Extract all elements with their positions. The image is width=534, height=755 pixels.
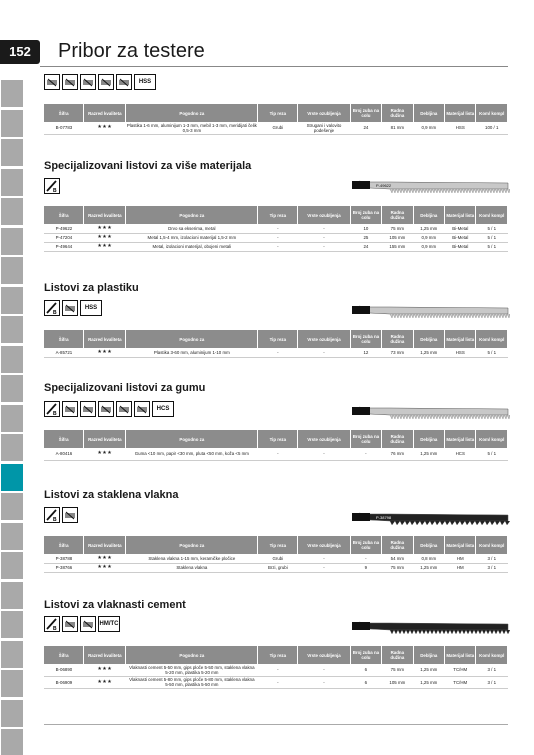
- column-header: Vrste ozubljenja: [298, 104, 350, 122]
- table-cell: TC/HM: [445, 664, 476, 676]
- table-cell: 10: [350, 224, 381, 233]
- table-cell: 12: [350, 348, 381, 357]
- table-cell: Guma <10 mm, papir <30 mm, pluta <50 mm, koža <5 mm: [126, 448, 258, 460]
- table-row: [44, 348, 508, 357]
- sidebar-tab[interactable]: [1, 670, 23, 698]
- sidebar-tab[interactable]: [1, 700, 23, 728]
- table-cell: Grubi: [258, 122, 298, 134]
- sidebar-tab[interactable]: [1, 316, 23, 344]
- spec-icons: [44, 178, 60, 194]
- jigsaw-blade-image: [350, 176, 510, 194]
- column-header: Broj zuba na colu: [350, 646, 381, 664]
- title-rule: [40, 66, 508, 67]
- column-header: Materijal lista: [445, 330, 476, 348]
- table-cell: -: [258, 664, 298, 676]
- table-cell: 75 mm: [382, 664, 413, 676]
- table-cell: -: [258, 224, 298, 233]
- column-header: Šifra: [44, 104, 84, 122]
- material-badge: HSS: [80, 300, 102, 316]
- table-cell: 0,9 mm: [413, 233, 444, 242]
- table-cell: -: [298, 242, 350, 251]
- column-header: Kom/ kompl: [476, 646, 508, 664]
- svg-text:B: B: [53, 411, 57, 416]
- b-shank-icon: [44, 507, 60, 523]
- table-cell: ★★★: [84, 563, 126, 572]
- spec-icons: [44, 300, 102, 316]
- column-header: Vrste ozubljenja: [298, 206, 350, 224]
- table-cell: 5 / 1: [476, 224, 508, 233]
- table-cell: Strugani i valovito podešenje: [298, 122, 350, 134]
- column-header: Pogodno za: [126, 206, 258, 224]
- spec-table: [44, 206, 508, 252]
- b-shank-icon: [44, 178, 60, 194]
- column-header: Tip reza: [258, 104, 298, 122]
- column-header: Tip reza: [258, 430, 298, 448]
- table-row: [44, 664, 508, 676]
- table-row: [44, 676, 508, 688]
- svg-text:B: B: [53, 517, 57, 522]
- column-header: Radna dužina: [382, 206, 413, 224]
- sidebar-tab[interactable]: [1, 405, 23, 433]
- column-header: Razred kvaliteta: [84, 104, 126, 122]
- spec-icons: [44, 74, 156, 90]
- table-cell: -: [298, 233, 350, 242]
- column-header: Razred kvaliteta: [84, 206, 126, 224]
- table-cell: 6: [350, 676, 381, 688]
- table-row: [44, 554, 508, 563]
- sidebar-tab[interactable]: [1, 139, 23, 167]
- jigsaw-blade-image: [350, 301, 510, 319]
- table-cell: ★★★: [84, 664, 126, 676]
- table-row: [44, 563, 508, 572]
- column-header: Tip reza: [258, 206, 298, 224]
- column-header: Debljina: [413, 206, 444, 224]
- column-header: Kom/ kompl: [476, 536, 508, 554]
- column-header: Šifra: [44, 536, 84, 554]
- table-cell: A-80416: [44, 448, 84, 460]
- column-header: Broj zuba na colu: [350, 104, 381, 122]
- svg-text:B: B: [53, 626, 57, 631]
- table-cell: 75 mm: [382, 224, 413, 233]
- table-cell: 73 mm: [382, 348, 413, 357]
- table-cell: 0,9 mm: [413, 242, 444, 251]
- table-row: [44, 224, 508, 233]
- column-header: Materijal lista: [445, 206, 476, 224]
- column-header: Radna dužina: [382, 330, 413, 348]
- column-header: Tip reza: [258, 646, 298, 664]
- tape-icon: [116, 401, 132, 417]
- table-cell: -: [350, 448, 381, 460]
- table-cell: 6: [350, 664, 381, 676]
- table-cell: ★★★: [84, 233, 126, 242]
- cardboard-icon: [134, 401, 150, 417]
- page-number: 152: [0, 40, 40, 64]
- table-cell: 105 mm: [382, 233, 413, 242]
- column-header: Pogodno za: [126, 104, 258, 122]
- sidebar-tab[interactable]: [1, 582, 23, 610]
- svg-text:B: B: [53, 188, 57, 193]
- table-cell: Bi-Metal: [445, 242, 476, 251]
- jigsaw-blade-image: [350, 402, 510, 420]
- material-badge: HSS: [134, 74, 156, 90]
- table-cell: ★★★: [84, 554, 126, 563]
- column-header: Kom/ kompl: [476, 430, 508, 448]
- column-header: Pogodno za: [126, 536, 258, 554]
- curve-cut-icon: [80, 74, 96, 90]
- table-row: [44, 242, 508, 251]
- table-cell: ★★★: [84, 448, 126, 460]
- table-cell: Bi-Metal: [445, 233, 476, 242]
- sidebar-tab[interactable]: [1, 493, 23, 521]
- table-cell: -: [298, 563, 350, 572]
- table-cell: A-85721: [44, 348, 84, 357]
- table-cell: HM: [445, 554, 476, 563]
- table-cell: Grubi: [258, 554, 298, 563]
- column-header: Materijal lista: [445, 536, 476, 554]
- column-header: Materijal lista: [445, 646, 476, 664]
- table-cell: Bi-Metal: [445, 224, 476, 233]
- table-cell: 1,25 mm: [413, 563, 444, 572]
- table-cell: HSS: [445, 348, 476, 357]
- table-cell: 1,25 mm: [413, 448, 444, 460]
- table-cell: 24: [350, 122, 381, 134]
- column-header: Broj zuba na colu: [350, 206, 381, 224]
- table-cell: Drvo sa ekserima, metal: [126, 224, 258, 233]
- table-cell: 3 / 1: [476, 664, 508, 676]
- table-cell: 5 / 1: [476, 348, 508, 357]
- table-cell: -: [258, 676, 298, 688]
- table-cell: HCS: [445, 448, 476, 460]
- section-title: Listovi za staklena vlakna: [44, 489, 179, 501]
- table-cell: 3 / 1: [476, 554, 508, 563]
- table-cell: -: [298, 664, 350, 676]
- plate-icon: [80, 616, 96, 632]
- section-title: Listovi za vlaknasti cement: [44, 599, 186, 611]
- table-cell: Vlaknasti cement 5-50 mm, gips ploče 5-50 mm, staklena vlakna 5-20 mm, plastika 5-20 mm: [126, 664, 258, 676]
- table-cell: 5 / 1: [476, 448, 508, 460]
- table-cell: 3 / 1: [476, 563, 508, 572]
- table-cell: ★★★: [84, 676, 126, 688]
- table-cell: 105 mm: [382, 676, 413, 688]
- table-cell: -: [258, 448, 298, 460]
- sidebar-tab[interactable]: [1, 169, 23, 197]
- material-icon: [116, 74, 132, 90]
- sidebar-tab[interactable]: [1, 375, 23, 403]
- column-header: Pogodno za: [126, 330, 258, 348]
- cement-icon: [62, 616, 78, 632]
- table-cell: 155 mm: [382, 242, 413, 251]
- sidebar-tab[interactable]: [1, 110, 23, 138]
- spec-icons: [44, 401, 174, 417]
- spec-table: [44, 536, 508, 573]
- leather-icon: [98, 401, 114, 417]
- table-cell: -: [298, 448, 350, 460]
- jigsaw-blade-image: [350, 617, 510, 635]
- table-cell: 9: [350, 563, 381, 572]
- column-header: Debljina: [413, 430, 444, 448]
- table-cell: 1,25 mm: [413, 664, 444, 676]
- sidebar-tab[interactable]: [1, 198, 23, 226]
- table-cell: 1,25 mm: [413, 348, 444, 357]
- table-cell: P-38766: [44, 563, 84, 572]
- table-cell: -: [258, 348, 298, 357]
- b-shank-icon: [44, 401, 60, 417]
- column-header: Broj zuba na colu: [350, 430, 381, 448]
- sidebar-tab[interactable]: [1, 287, 23, 315]
- column-header: Debljina: [413, 646, 444, 664]
- column-header: Šifra: [44, 206, 84, 224]
- column-header: Tip reza: [258, 330, 298, 348]
- gear-icon: [98, 74, 114, 90]
- spec-icons: [44, 616, 120, 632]
- column-header: Šifra: [44, 330, 84, 348]
- table-row: [44, 233, 508, 242]
- table-cell: -: [298, 224, 350, 233]
- table-cell: 54 mm: [382, 554, 413, 563]
- jigsaw-blade-image: [350, 508, 510, 526]
- table-cell: 24: [350, 242, 381, 251]
- column-header: Pogodno za: [126, 430, 258, 448]
- column-header: Broj zuba na colu: [350, 536, 381, 554]
- column-header: Radna dužina: [382, 430, 413, 448]
- sidebar-tab[interactable]: [1, 434, 23, 462]
- table-cell: Staklena vlakna 1-15 mm, keramičke pločice: [126, 554, 258, 563]
- table-cell: P-49622: [44, 224, 84, 233]
- table-cell: 5 / 1: [476, 233, 508, 242]
- foam-icon: [80, 401, 96, 417]
- material-badge: HCS: [152, 401, 174, 417]
- clean-cut-icon: [62, 74, 78, 90]
- table-cell: 1,25 mm: [413, 676, 444, 688]
- table-cell: 5 / 1: [476, 242, 508, 251]
- table-cell: 25: [350, 233, 381, 242]
- table-cell: ★★★: [84, 242, 126, 251]
- column-header: Vrste ozubljenja: [298, 646, 350, 664]
- material-badge: HM/TC: [98, 616, 120, 632]
- table-cell: Plastika 1-6 mm, aluminijum 1-3 mm, mebil 1-3 mm, meridijati čelik 0,5-3 mm: [126, 122, 257, 133]
- table-cell: 81 mm: [382, 122, 413, 134]
- column-header: Debljina: [413, 330, 444, 348]
- page-title: Pribor za testere: [58, 40, 205, 62]
- sidebar-tab[interactable]: [1, 228, 23, 256]
- rubber-icon: [62, 401, 78, 417]
- column-header: Tip reza: [258, 536, 298, 554]
- table-row: [44, 122, 508, 134]
- table-cell: Brzi, grubi: [258, 563, 298, 572]
- table-cell: -: [350, 554, 381, 563]
- table-cell: P-49644: [44, 242, 84, 251]
- column-header: Kom/ kompl: [476, 330, 508, 348]
- column-header: Debljina: [413, 536, 444, 554]
- table-cell: -: [298, 554, 350, 563]
- column-header: Razred kvaliteta: [84, 536, 126, 554]
- table-cell: ★★★: [84, 348, 126, 357]
- sidebar-tab[interactable]: [1, 729, 23, 755]
- table-cell: 3 / 1: [476, 676, 508, 688]
- table-cell: 0,9 mm: [413, 122, 444, 134]
- svg-text:B: B: [53, 310, 57, 315]
- column-header: Radna dužina: [382, 536, 413, 554]
- column-header: Kom/ kompl: [476, 206, 508, 224]
- clean-cut-icon: [62, 300, 78, 316]
- sidebar-tab[interactable]: [1, 611, 23, 639]
- section-title: Specijalizovani listovi za gumu: [44, 382, 206, 394]
- table-cell: Metal, izolacioni materijal, obojeni metali: [126, 242, 258, 251]
- sidebar-tab[interactable]: [1, 257, 23, 285]
- table-cell: Plastika 3-60 mm, aluminijum 1-10 mm: [126, 348, 258, 357]
- b-shank-icon: [44, 616, 60, 632]
- table-cell: P-38788: [44, 554, 84, 563]
- blade-label: P-49622: [376, 183, 392, 188]
- spec-icons: [44, 507, 78, 523]
- sidebar-tab[interactable]: [1, 552, 23, 580]
- table-cell: HSS: [445, 122, 476, 134]
- column-header: Broj zuba na colu: [350, 330, 381, 348]
- table-cell: Staklena vlakna: [126, 563, 258, 572]
- table-cell: -: [298, 348, 350, 357]
- spec-table: [44, 430, 508, 461]
- section-title: Listovi za plastiku: [44, 282, 139, 294]
- table-cell: ★★★: [84, 122, 126, 134]
- column-header: Radna dužina: [382, 104, 413, 122]
- sidebar-tab[interactable]: [1, 346, 23, 374]
- table-cell: 75 mm: [382, 563, 413, 572]
- column-header: Šifra: [44, 646, 84, 664]
- column-header: Vrste ozubljenja: [298, 330, 350, 348]
- fiberglass-icon: [62, 507, 78, 523]
- table-cell: HM: [445, 563, 476, 572]
- table-cell: B-06909: [44, 676, 84, 688]
- table-row: [44, 448, 508, 460]
- column-header: Materijal lista: [445, 430, 476, 448]
- b-shank-icon: [44, 300, 60, 316]
- column-header: Šifra: [44, 430, 84, 448]
- table-cell: ★★★: [84, 224, 126, 233]
- table-cell: -: [298, 676, 350, 688]
- table-cell: P-47204: [44, 233, 84, 242]
- column-header: Radna dužina: [382, 646, 413, 664]
- sidebar-tab[interactable]: [1, 641, 23, 669]
- section-title: Specijalizovani listovi za više materijala: [44, 160, 252, 172]
- sidebar-tab[interactable]: [1, 523, 23, 551]
- column-header: Razred kvaliteta: [84, 646, 126, 664]
- side-index: [0, 0, 24, 755]
- blade-label: P-38798: [376, 515, 392, 520]
- spec-table: [44, 646, 508, 689]
- spec-table: [44, 104, 508, 135]
- sidebar-tab[interactable]: [1, 464, 23, 492]
- bottom-rule: [44, 724, 508, 725]
- column-header: Pogodno za: [126, 646, 258, 664]
- table-cell: Metal 1,5-4 mm, izolacioni materijal 1,5-2 mm: [126, 233, 258, 242]
- table-cell: B-06890: [44, 664, 84, 676]
- column-header: Razred kvaliteta: [84, 330, 126, 348]
- column-header: Debljina: [413, 104, 444, 122]
- table-cell: 0,8 mm: [413, 554, 444, 563]
- spec-table: [44, 330, 508, 358]
- wood-cut-icon: [44, 74, 60, 90]
- table-cell: B-07783: [44, 122, 84, 134]
- table-cell: 100 / 1: [476, 122, 508, 134]
- table-cell: -: [258, 242, 298, 251]
- column-header: Vrste ozubljenja: [298, 536, 350, 554]
- table-cell: 76 mm: [382, 448, 413, 460]
- sidebar-tab[interactable]: [1, 80, 23, 108]
- column-header: Materijal lista: [445, 104, 476, 122]
- table-cell: -: [258, 233, 298, 242]
- table-cell: 1,25 mm: [413, 224, 444, 233]
- table-cell: Vlaknasti cement 5-80 mm, gips ploče 5-80 mm, staklena vlakna 5-50 mm, plastika 5-50 mm: [126, 676, 258, 688]
- column-header: Kom/ kompl: [476, 104, 508, 122]
- column-header: Razred kvaliteta: [84, 430, 126, 448]
- column-header: Vrste ozubljenja: [298, 430, 350, 448]
- table-cell: TC/HM: [445, 676, 476, 688]
